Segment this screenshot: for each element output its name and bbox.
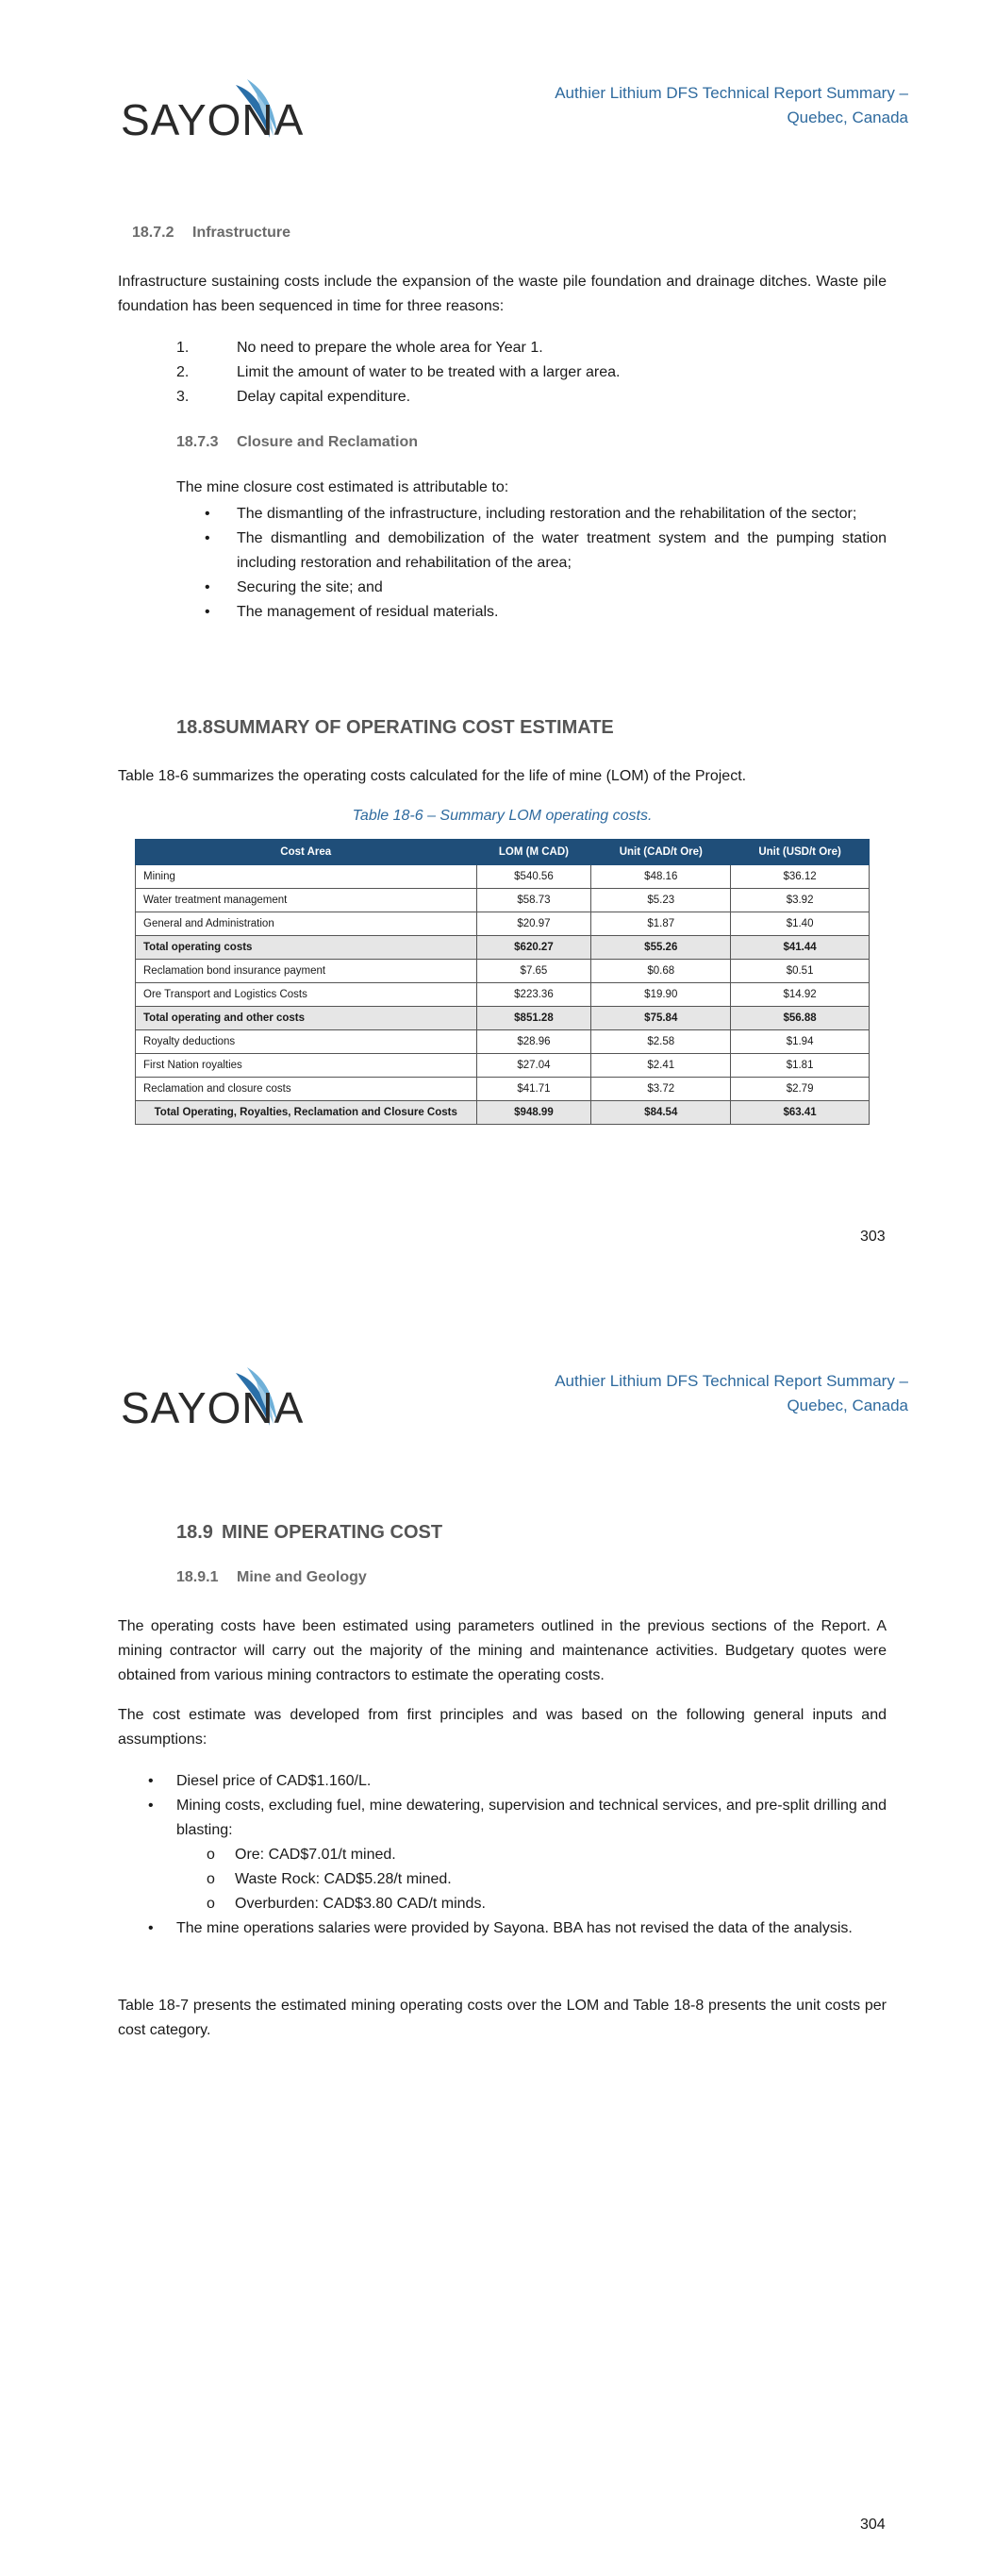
operating-cost-table (135, 839, 870, 1125)
report-title-line2: Quebec, Canada (787, 109, 908, 126)
list-item: 2. Limit the amount of water to be treated with a larger area. (176, 364, 621, 380)
list-item: • Securing the site; and (205, 579, 383, 595)
operating-costs-paragraph: The operating costs have been estimated using parameters outlined in the previous sections of the Report. A mining contractor will carry out the majority of the mining and maintenance activities. Budgetary quotes were obtained from various mining contractors to estimate the operating costs. (118, 1618, 887, 1683)
report-header (512, 81, 908, 130)
list-item: • Diesel price of CAD$1.160/L. (148, 1773, 372, 1789)
list-item: 3. Delay capital expenditure. (176, 389, 411, 405)
column-header: Cost Area (136, 840, 477, 865)
table-header-row (136, 840, 870, 865)
sayona-logo (121, 77, 305, 145)
heading-18-9-1 (176, 1569, 367, 1586)
section-number: 18.9 (176, 1522, 213, 1543)
table-row: Reclamation bond insurance payment $7.65 $0.68 $0.51 (136, 960, 870, 983)
page-number: 303 (860, 1229, 886, 1245)
table-row: First Nation royalties $27.04 $2.41 $1.81 (136, 1054, 870, 1078)
section-title: SUMMARY OF OPERATING COST ESTIMATE (212, 717, 614, 738)
heading-18-9 (176, 1522, 442, 1544)
table-row: General and Administration $20.97 $1.87 $1.40 (136, 912, 870, 936)
summary-paragraph: Table 18-6 summarizes the operating costs calculated for the life of mine (LOM) of the Project. (118, 768, 747, 784)
mining-cost-sublist (176, 1843, 887, 1916)
report-header (512, 1369, 908, 1418)
report-title-line2: Quebec, Canada (787, 1397, 908, 1414)
report-title-line1: Authier Lithium DFS Technical Report Summary – (555, 84, 908, 102)
list-item: • The dismantling of the infrastructure, including restoration and the rehabilitation of the sector; (205, 506, 857, 522)
closure-intro: The mine closure cost estimated is attributable to: (176, 479, 509, 495)
sayona-logo (121, 1365, 305, 1433)
list-item: • Mining costs, excluding fuel, mine dewatering, supervision and technical services, and pre-split drilling and blasting: o Ore: CAD$7.01/t mined. o Waste Rock: CAD$5.28/t mined. o Overburden: CAD$3.80 CAD/t minds. (121, 1794, 887, 1916)
list-item: • The mine operations salaries were provided by Sayona. BBA has not revised the data of the analysis. (148, 1920, 853, 1936)
table-grand-total-row: Total Operating, Royalties, Reclamation and Closure Costs $948.99 $84.54 $63.41 (136, 1101, 870, 1125)
infrastructure-paragraph: Infrastructure sustaining costs include the expansion of the waste pile foundation and drainage ditches. Waste pile foundation has been sequenced in time for three reasons: (118, 274, 887, 314)
list-item: • The management of residual materials. (205, 604, 499, 620)
closure-list (180, 502, 887, 625)
list-item: o Ore: CAD$7.01/t mined. (207, 1847, 396, 1863)
section-number: 18.7.3 (176, 434, 219, 450)
page-304 (0, 1288, 995, 2576)
column-header: Unit (USD/t Ore) (731, 840, 870, 865)
tables-reference-paragraph: Table 18-7 presents the estimated mining operating costs over the LOM and Table 18-8 presents the unit costs per cost category. (118, 1998, 887, 2038)
report-title-line1: Authier Lithium DFS Technical Report Summary – (555, 1372, 908, 1390)
section-number: 18.9.1 (176, 1569, 219, 1585)
logo-wordmark: SAYONA (121, 95, 305, 144)
cost-estimate-paragraph: The cost estimate was developed from first principles and was based on the following general inputs and assumptions: (118, 1707, 887, 1748)
page-number: 304 (860, 2517, 886, 2533)
table-row: Water treatment management $58.73 $5.23 $3.92 (136, 889, 870, 912)
list-item: 1. No need to prepare the whole area for Year 1. (176, 340, 543, 356)
reasons-list (176, 336, 893, 410)
table-caption: Table 18-6 – Summary LOM operating costs. (352, 808, 653, 824)
table-row: Reclamation and closure costs $41.71 $3.72 $2.79 (136, 1078, 870, 1101)
section-title: Mine and Geology (237, 1569, 367, 1585)
list-item: • The dismantling and demobilization of the water treatment system and the pumping station including restoration and rehabilitation of the area; (205, 530, 887, 571)
heading-18-7-2 (132, 225, 290, 242)
section-title: Closure and Reclamation (237, 434, 419, 450)
column-header: Unit (CAD/t Ore) (591, 840, 731, 865)
assumptions-list (121, 1769, 887, 1941)
list-item: o Overburden: CAD$3.80 CAD/t minds. (207, 1896, 486, 1912)
section-title: Infrastructure (192, 225, 291, 241)
section-number: 18.7.2 (132, 225, 174, 241)
table-total-row: Total operating costs $620.27 $55.26 $41.44 (136, 936, 870, 960)
table-row: Mining $540.56 $48.16 $36.12 (136, 865, 870, 889)
heading-18-8 (176, 717, 614, 739)
section-number: 18.8 (176, 717, 213, 738)
logo-wordmark: SAYONA (121, 1383, 305, 1432)
section-title: MINE OPERATING COST (222, 1522, 443, 1543)
table-row: Ore Transport and Logistics Costs $223.36 $19.90 $14.92 (136, 983, 870, 1007)
column-header: LOM (M CAD) (476, 840, 591, 865)
list-item: o Waste Rock: CAD$5.28/t mined. (207, 1871, 452, 1887)
heading-18-7-3 (176, 434, 418, 451)
table-row: Royalty deductions $28.96 $2.58 $1.94 (136, 1030, 870, 1054)
table-total-row: Total operating and other costs $851.28 $75.84 $56.88 (136, 1007, 870, 1030)
